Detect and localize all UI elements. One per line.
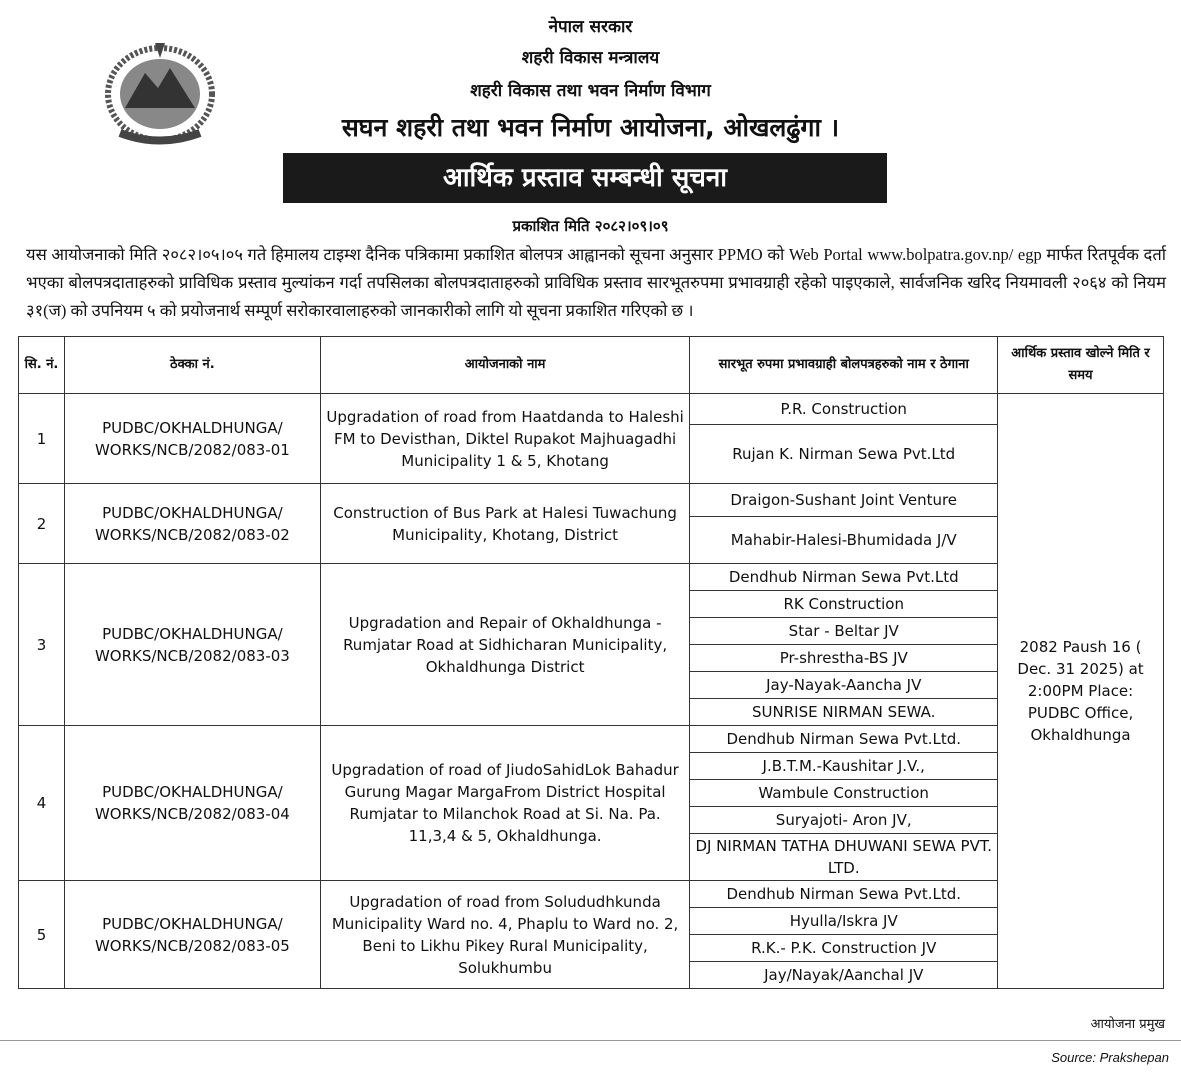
bidder-cell: Jay/Nayak/Aanchal JV <box>690 962 998 989</box>
opening-date-time-cell: 2082 Paush 16 ( Dec. 31 2025) at 2:00PM Place: PUDBC Office, Okhaldhunga <box>998 394 1164 989</box>
bidder-cell: SUNRISE NIRMAN SEWA. <box>690 699 998 726</box>
contract-no-cell: PUDBC/OKHALDHUNGA/ WORKS/NCB/2082/083-03 <box>64 564 320 726</box>
bidder-cell: Dendhub Nirman Sewa Pvt.Ltd. <box>690 881 998 908</box>
serial-cell: 5 <box>19 881 65 989</box>
table-row <box>19 726 1164 753</box>
divider <box>0 1040 1181 1041</box>
bidder-cell: Star - Beltar JV <box>690 618 998 645</box>
serial-cell: 1 <box>19 394 65 484</box>
serial-cell: 4 <box>19 726 65 881</box>
contract-no-cell: PUDBC/OKHALDHUNGA/ WORKS/NCB/2082/083-05 <box>64 881 320 989</box>
serial-cell: 2 <box>19 484 65 564</box>
bidder-cell: Mahabir-Halesi-Bhumidada J/V <box>690 517 998 564</box>
bidder-cell: Rujan K. Nirman Sewa Pvt.Ltd <box>690 425 998 484</box>
project-name-cell: Upgradation and Repair of Okhaldhunga -Rumjatar Road at Sidhicharan Municipality, Okhaldhunga District <box>320 564 690 726</box>
bidders-table <box>18 336 1164 989</box>
project-name-cell: Upgradation of road of JiudoSahidLok Bahadur Gurung Magar MargaFrom District Hospital Rumjatar to Milanchok Road at Si. Na. Pa. 11,3,4 & 5, Okhaldhunga. <box>320 726 690 881</box>
signature-title: आयोजना प्रमुख <box>1090 1017 1165 1032</box>
project-name-cell: Upgradation of road from Solududhkunda Municipality Ward no. 4, Phaplu to Ward no. 2, Beni to Likhu Pikey Rural Municipality, Solukhumbu <box>320 881 690 989</box>
table-row <box>19 394 1164 425</box>
bidder-cell: J.B.T.M.-Kaushitar J.V., <box>690 753 998 780</box>
project-name-cell: Construction of Bus Park at Halesi Tuwachung Municipality, Khotang, District <box>320 484 690 564</box>
bidder-cell: Jay-Nayak-Aancha JV <box>690 672 998 699</box>
bidder-cell: P.R. Construction <box>690 394 998 425</box>
source-credit: Source: Prakshepan <box>1051 1050 1169 1065</box>
header-opening-time: आर्थिक प्रस्ताव खोल्ने मिति र समय <box>998 337 1164 394</box>
header-project-name: आयोजनाको नाम <box>320 337 690 394</box>
project-name-cell: Upgradation of road from Haatdanda to Haleshi FM to Devisthan, Diktel Rupakot Majhuagadhi Municipality 1 & 5, Khotang <box>320 394 690 484</box>
bidder-cell: R.K.- P.K. Construction JV <box>690 935 998 962</box>
contract-no-cell: PUDBC/OKHALDHUNGA/ WORKS/NCB/2082/083-02 <box>64 484 320 564</box>
bidder-cell: RK Construction <box>690 591 998 618</box>
bidder-cell: Suryajoti- Aron JV, <box>690 807 998 834</box>
bidder-cell: Dendhub Nirman Sewa Pvt.Ltd <box>690 564 998 591</box>
table-row <box>19 564 1164 591</box>
table-header-row <box>19 337 1164 394</box>
table-row <box>19 484 1164 517</box>
published-date: प्रकाशित मिति २०८२।०९।०९ <box>512 217 669 235</box>
bidder-cell: Wambule Construction <box>690 780 998 807</box>
ministry-line: शहरी विकास मन्त्रालय <box>521 48 660 68</box>
contract-no-cell: PUDBC/OKHALDHUNGA/ WORKS/NCB/2082/083-04 <box>64 726 320 881</box>
contract-no-cell: PUDBC/OKHALDHUNGA/ WORKS/NCB/2082/083-01 <box>64 394 320 484</box>
bidder-cell: Draigon-Sushant Joint Venture <box>690 484 998 517</box>
bidder-cell: Dendhub Nirman Sewa Pvt.Ltd. <box>690 726 998 753</box>
project-office-title: सघन शहरी तथा भवन निर्माण आयोजना, ओखलढुंगा । <box>341 113 840 142</box>
serial-cell: 3 <box>19 564 65 726</box>
bidder-cell: Pr-shrestha-BS JV <box>690 645 998 672</box>
notice-paragraph: यस आयोजनाको मिति २०८२।०५।०५ गते हिमालय टाइम्श दैनिक पत्रिकामा प्रकाशित बोलपत्र आह्वानको सूचना अनुसार PPMO को Web Portal www.bolpatra.gov.np/ egp मार्फत रितपूर्वक दर्ता भएका बोलपत्रदाताहरुको प्राविधिक प्रस्ताव मुल्यांकन गर्दा तपसिलका बोलपत्रदाताहरुको प्राविधिक प्रस्ताव सारभूतरुपमा प्रभावग्राही रहेको पाइएकाले, सार्वजनिक खरिद नियमावली २०६४ को नियम ३१(ज) को उपनियम ५ को प्रयोजनार्थ सम्पूर्ण सरोकारवालाहरुको जानकारीको लागि यो सूचना प्रकाशित गरिएको छ । <box>26 245 1166 320</box>
department-line: शहरी विकास तथा भवन निर्माण विभाग <box>470 81 711 101</box>
header-serial: सि. नं. <box>19 337 65 394</box>
header-bidders: सारभूत रुपमा प्रभावग्राही बोलपत्रहरुको नाम र ठेगाना <box>690 337 998 394</box>
table-row <box>19 881 1164 908</box>
govt-line: नेपाल सरकार <box>548 17 633 37</box>
notice-title-banner: आर्थिक प्रस्ताव सम्बन्धी सूचना <box>283 153 887 203</box>
bidder-cell: Hyulla/Iskra JV <box>690 908 998 935</box>
header-contract-no: ठेक्का नं. <box>64 337 320 394</box>
bidder-cell: DJ NIRMAN TATHA DHUWANI SEWA PVT. LTD. <box>690 834 998 881</box>
